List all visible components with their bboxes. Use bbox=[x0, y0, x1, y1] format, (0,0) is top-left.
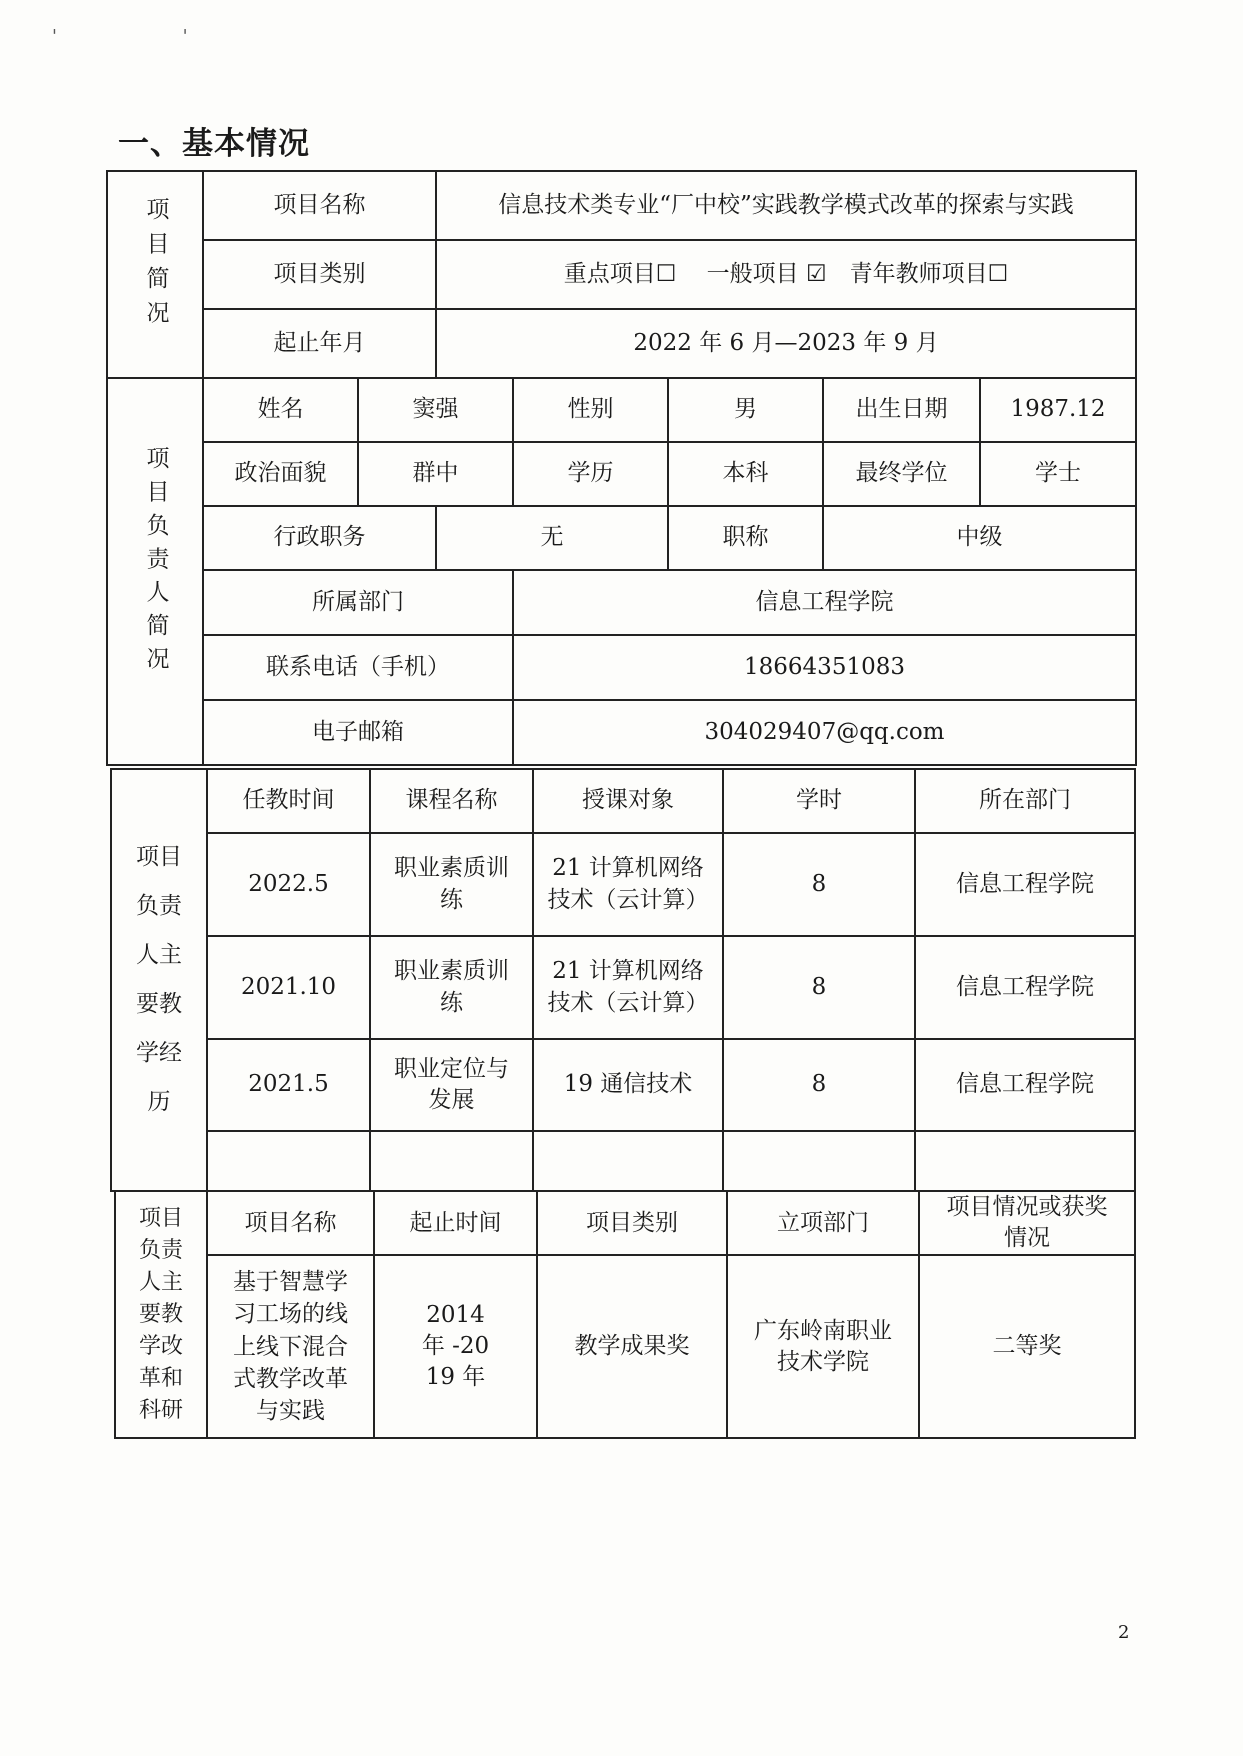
project-period-value: 2022 年 6 月—2023 年 9 月 bbox=[436, 309, 1136, 378]
research-cell: 广东岭南职业技术学院 bbox=[727, 1255, 919, 1438]
teaching-cell: 21 计算机网络技术（云计算） bbox=[533, 833, 723, 936]
teaching-cell: 8 bbox=[723, 833, 915, 936]
teaching-cell: 19 通信技术 bbox=[533, 1039, 723, 1131]
leader-politics-label: 政治面貌 bbox=[203, 442, 358, 506]
table-row bbox=[111, 936, 1135, 1039]
table-row bbox=[111, 833, 1135, 936]
research-header: 立项部门 bbox=[727, 1191, 919, 1255]
teaching-header: 授课对象 bbox=[533, 769, 723, 833]
teaching-cell bbox=[370, 1131, 533, 1191]
project-name-value: 信息技术类专业“厂中校”实践教学模式改革的探索与实践 bbox=[436, 171, 1136, 240]
teaching-header: 任教时间 bbox=[207, 769, 370, 833]
teaching-cell bbox=[723, 1131, 915, 1191]
teaching-cell: 2021.10 bbox=[207, 936, 370, 1039]
teaching-cell: 职业素质训练 bbox=[370, 936, 533, 1039]
teaching-cell: 职业素质训练 bbox=[370, 833, 533, 936]
leader-gender-value: 男 bbox=[668, 378, 823, 442]
teaching-table bbox=[110, 768, 1136, 1192]
leader-dept-label: 所属部门 bbox=[203, 570, 513, 635]
project-period-label: 起止年月 bbox=[203, 309, 436, 378]
teaching-header: 学时 bbox=[723, 769, 915, 833]
leader-birth-value: 1987.12 bbox=[980, 378, 1136, 442]
research-header: 项目类别 bbox=[537, 1191, 727, 1255]
leader-birth-label: 出生日期 bbox=[823, 378, 980, 442]
project-name-label: 项目名称 bbox=[203, 171, 436, 240]
research-header: 起止时间 bbox=[374, 1191, 537, 1255]
leader-table bbox=[106, 377, 1137, 766]
leader-name-label: 姓名 bbox=[203, 378, 358, 442]
teaching-cell bbox=[207, 1131, 370, 1191]
teaching-cell: 2021.5 bbox=[207, 1039, 370, 1131]
scan-marks: ' ' bbox=[52, 26, 248, 47]
leader-title-value: 中级 bbox=[823, 506, 1136, 570]
teaching-cell: 信息工程学院 bbox=[915, 936, 1135, 1039]
leader-group-label: 项目负责人简况 bbox=[107, 378, 203, 765]
leader-politics-value: 群中 bbox=[358, 442, 513, 506]
leader-education-value: 本科 bbox=[668, 442, 823, 506]
project-category-options: 重点项目☐ 一般项目 ☑ 青年教师项目☐ bbox=[436, 240, 1136, 309]
teaching-cell: 信息工程学院 bbox=[915, 1039, 1135, 1131]
research-cell: 二等奖 bbox=[919, 1255, 1135, 1438]
project-summary-table bbox=[106, 170, 1137, 379]
teaching-cell: 8 bbox=[723, 936, 915, 1039]
table-row bbox=[115, 1255, 1135, 1438]
teaching-cell: 职业定位与发展 bbox=[370, 1039, 533, 1131]
research-table bbox=[114, 1190, 1136, 1439]
teaching-cell: 8 bbox=[723, 1039, 915, 1131]
research-header: 项目情况或获奖情况 bbox=[919, 1191, 1135, 1255]
research-group-label: 项目负责人主要教学改革和科研 bbox=[115, 1191, 207, 1438]
teaching-header: 课程名称 bbox=[370, 769, 533, 833]
leader-email-label: 电子邮箱 bbox=[203, 700, 513, 765]
research-header: 项目名称 bbox=[207, 1191, 374, 1255]
teaching-cell: 信息工程学院 bbox=[915, 833, 1135, 936]
leader-education-label: 学历 bbox=[513, 442, 668, 506]
table-row bbox=[111, 1131, 1135, 1191]
research-cell: 基于智慧学习工场的线上线下混合式教学改革与实践 bbox=[207, 1255, 374, 1438]
teaching-header: 所在部门 bbox=[915, 769, 1135, 833]
leader-name-value: 窦强 bbox=[358, 378, 513, 442]
leader-email-value: 304029407@qq.com bbox=[513, 700, 1136, 765]
teaching-cell: 2022.5 bbox=[207, 833, 370, 936]
teaching-group-label: 项目负责人主要教学经历 bbox=[111, 769, 207, 1191]
research-cell: 教学成果奖 bbox=[537, 1255, 727, 1438]
research-cell: 2014 年 -2019 年 bbox=[374, 1255, 537, 1438]
leader-title-label: 职称 bbox=[668, 506, 823, 570]
teaching-cell bbox=[915, 1131, 1135, 1191]
leader-degree-value: 学士 bbox=[980, 442, 1136, 506]
page-number: 2 bbox=[1118, 1622, 1130, 1643]
project-category-label: 项目类别 bbox=[203, 240, 436, 309]
leader-phone-label: 联系电话（手机） bbox=[203, 635, 513, 700]
leader-degree-label: 最终学位 bbox=[823, 442, 980, 506]
leader-admin-value: 无 bbox=[436, 506, 668, 570]
teaching-cell bbox=[533, 1131, 723, 1191]
leader-gender-label: 性别 bbox=[513, 378, 668, 442]
section-title: 一、基本情况 bbox=[118, 126, 310, 162]
table-row bbox=[111, 1039, 1135, 1131]
leader-admin-label: 行政职务 bbox=[203, 506, 436, 570]
project-summary-group-label: 项目简况 bbox=[107, 171, 203, 378]
leader-phone-value: 18664351083 bbox=[513, 635, 1136, 700]
leader-dept-value: 信息工程学院 bbox=[513, 570, 1136, 635]
teaching-cell: 21 计算机网络技术（云计算） bbox=[533, 936, 723, 1039]
